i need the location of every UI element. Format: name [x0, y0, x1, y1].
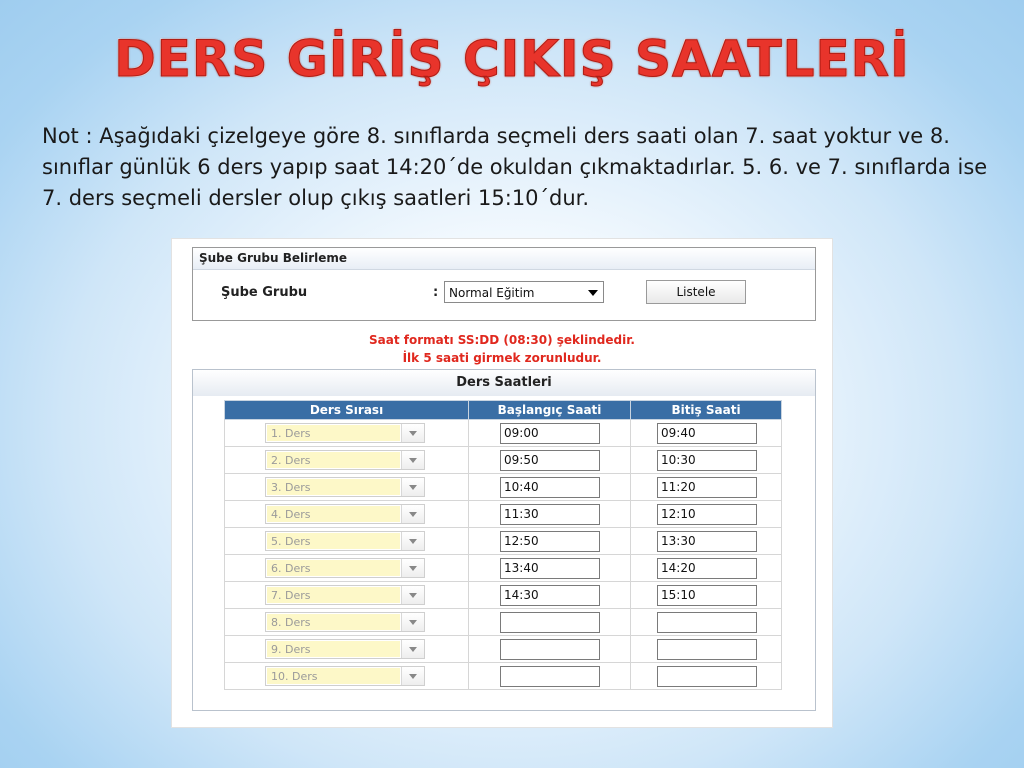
end-cell: [631, 474, 782, 501]
start-cell: [469, 663, 631, 690]
table-row: [225, 609, 782, 636]
column-header-end: Bitiş Saati: [631, 401, 782, 420]
end-cell: [631, 447, 782, 474]
branch-group-header: Şube Grubu Belirleme: [193, 248, 815, 270]
lesson-select[interactable]: [265, 558, 425, 578]
lesson-select-value: 8. Ders: [267, 614, 400, 630]
end-cell: [631, 582, 782, 609]
table-row: [225, 582, 782, 609]
start-time-input[interactable]: [500, 666, 600, 687]
start-time-input[interactable]: 12:50: [500, 531, 600, 552]
lesson-cell: [225, 447, 469, 474]
end-time-input[interactable]: [657, 639, 757, 660]
lesson-select[interactable]: [265, 423, 425, 443]
chevron-down-icon: [401, 424, 424, 442]
table-row: [225, 501, 782, 528]
chevron-down-icon: [401, 640, 424, 658]
start-cell: [469, 528, 631, 555]
end-time-input[interactable]: [657, 666, 757, 687]
lesson-select-value: 4. Ders: [267, 506, 400, 522]
start-cell: [469, 474, 631, 501]
format-warning-line2: İlk 5 saati girmek zorunludur.: [402, 351, 602, 365]
branch-group-colon: :: [433, 285, 439, 300]
lesson-hours-header: Ders Saatleri: [192, 369, 816, 397]
lesson-select[interactable]: [265, 585, 425, 605]
branch-group-box: [192, 247, 816, 321]
chevron-down-icon: [401, 613, 424, 631]
lesson-hours-rows: [225, 420, 782, 690]
list-button[interactable]: Listele: [646, 280, 746, 304]
lesson-select-value: 7. Ders: [267, 587, 400, 603]
lesson-select-value: 1. Ders: [267, 425, 400, 441]
chevron-down-icon: [401, 667, 424, 685]
branch-group-select[interactable]: [444, 281, 604, 303]
start-cell: [469, 609, 631, 636]
lesson-select-value: 3. Ders: [267, 479, 400, 495]
start-time-input[interactable]: [500, 639, 600, 660]
chevron-down-icon: [401, 505, 424, 523]
lesson-cell: [225, 528, 469, 555]
format-warning-line1: Saat formatı SS:DD (08:30) şeklindedir.: [369, 333, 635, 347]
lesson-select-value: 2. Ders: [267, 452, 400, 468]
end-time-input[interactable]: [657, 612, 757, 633]
lesson-cell: [225, 501, 469, 528]
lesson-select-value: 10. Ders: [267, 668, 400, 684]
end-time-input[interactable]: 11:20: [657, 477, 757, 498]
start-cell: [469, 636, 631, 663]
end-cell: [631, 636, 782, 663]
end-time-input[interactable]: 10:30: [657, 450, 757, 471]
format-warning: [172, 331, 832, 367]
start-time-input[interactable]: [500, 612, 600, 633]
column-header-lesson: Ders Sırası: [225, 401, 469, 420]
lesson-cell: [225, 420, 469, 447]
lesson-select[interactable]: [265, 612, 425, 632]
table-row: [225, 663, 782, 690]
screenshot-panel: [171, 238, 833, 728]
slide-note: Not : Aşağıdaki çizelgeye göre 8. sınıflarda seçmeli ders saati olan 7. saat yoktur ve 8. sınıflar günlük 6 ders yapıp saat 14:20´de okuldan çıkmaktadırlar. 5. 6. ve 7. sınıflarda ise 7. ders seçmeli dersler olup çıkış saatleri 15:10´dur.: [42, 124, 988, 210]
table-row: [225, 528, 782, 555]
end-time-input[interactable]: 09:40: [657, 423, 757, 444]
start-cell: [469, 582, 631, 609]
chevron-down-icon: [588, 290, 598, 296]
lesson-select[interactable]: [265, 450, 425, 470]
start-time-input[interactable]: 13:40: [500, 558, 600, 579]
table-row: [225, 420, 782, 447]
chevron-down-icon: [401, 532, 424, 550]
lesson-cell: [225, 609, 469, 636]
lesson-cell: [225, 663, 469, 690]
branch-group-selected: Normal Eğitim: [449, 286, 535, 300]
chevron-down-icon: [401, 586, 424, 604]
end-cell: [631, 555, 782, 582]
end-time-input[interactable]: 12:10: [657, 504, 757, 525]
start-cell: [469, 555, 631, 582]
start-cell: [469, 420, 631, 447]
table-row: [225, 474, 782, 501]
table-header-row: [225, 401, 782, 420]
table-row: [225, 447, 782, 474]
end-time-input[interactable]: 15:10: [657, 585, 757, 606]
lesson-hours-box: [192, 396, 816, 711]
lesson-select[interactable]: [265, 477, 425, 497]
table-row: [225, 555, 782, 582]
chevron-down-icon: [401, 451, 424, 469]
lesson-hours-table: [224, 400, 782, 690]
chevron-down-icon: [401, 559, 424, 577]
lesson-cell: [225, 636, 469, 663]
start-time-input[interactable]: 09:50: [500, 450, 600, 471]
start-time-input[interactable]: 11:30: [500, 504, 600, 525]
chevron-down-icon: [401, 478, 424, 496]
lesson-select[interactable]: [265, 531, 425, 551]
start-time-input[interactable]: 14:30: [500, 585, 600, 606]
start-cell: [469, 447, 631, 474]
lesson-select[interactable]: [265, 639, 425, 659]
end-cell: [631, 528, 782, 555]
lesson-select[interactable]: [265, 666, 425, 686]
end-time-input[interactable]: 13:30: [657, 531, 757, 552]
column-header-start: Başlangıç Saati: [469, 401, 631, 420]
end-cell: [631, 501, 782, 528]
lesson-cell: [225, 474, 469, 501]
end-cell: [631, 609, 782, 636]
start-cell: [469, 501, 631, 528]
end-time-input[interactable]: 14:20: [657, 558, 757, 579]
table-row: [225, 636, 782, 663]
end-cell: [631, 420, 782, 447]
lesson-select-value: 6. Ders: [267, 560, 400, 576]
start-time-input[interactable]: 09:00: [500, 423, 600, 444]
lesson-select-value: 9. Ders: [267, 641, 400, 657]
start-time-input[interactable]: 10:40: [500, 477, 600, 498]
branch-group-label: Şube Grubu: [221, 285, 308, 300]
lesson-select[interactable]: [265, 504, 425, 524]
slide-title: DERS GİRİŞ ÇIKIŞ SAATLERİ: [114, 30, 910, 88]
lesson-cell: [225, 555, 469, 582]
end-cell: [631, 663, 782, 690]
lesson-select-value: 5. Ders: [267, 533, 400, 549]
lesson-cell: [225, 582, 469, 609]
